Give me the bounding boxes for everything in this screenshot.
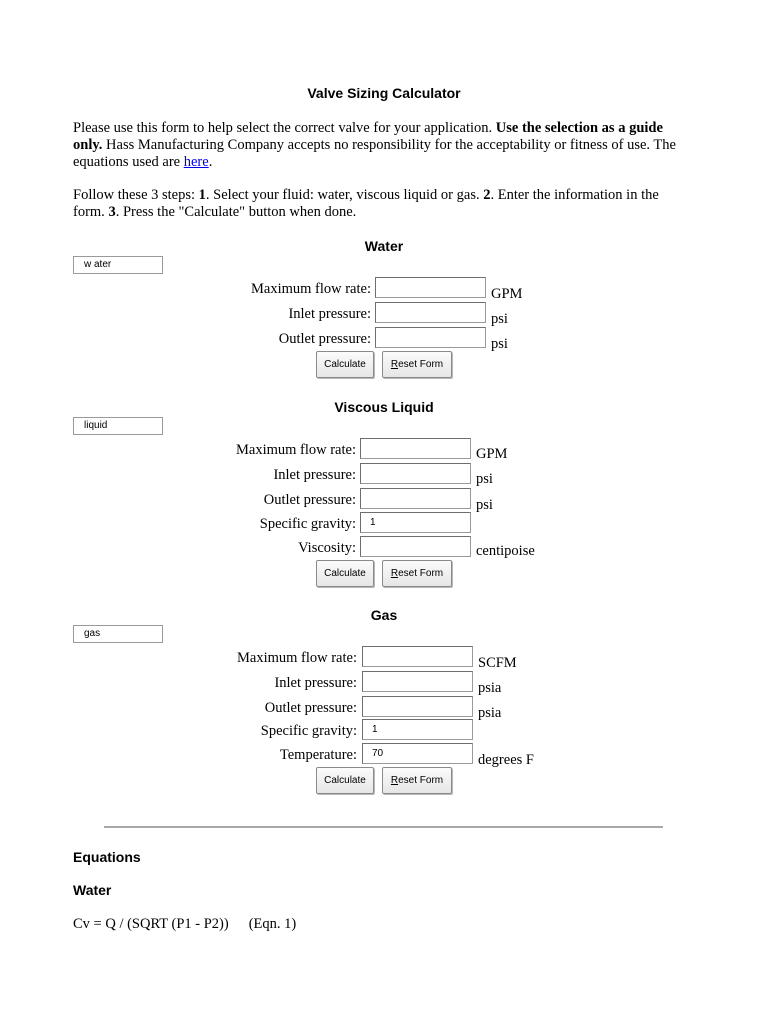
water-equation-number: (Eqn. 1) xyxy=(248,916,297,932)
water-flow-label: Maximum flow rate: xyxy=(250,281,371,297)
gas-inlet-unit: psia xyxy=(478,680,502,696)
water-outlet-label: Outlet pressure: xyxy=(278,331,371,347)
water-reset-button[interactable]: Reset Form xyxy=(382,351,452,378)
gas-outlet-unit: psia xyxy=(478,705,502,721)
liquid-viscosity-input[interactable] xyxy=(360,536,471,557)
water-inlet-input[interactable] xyxy=(375,302,486,323)
section-divider xyxy=(104,826,663,828)
liquid-inlet-input[interactable] xyxy=(360,463,471,484)
liquid-outlet-unit: psi xyxy=(476,497,493,513)
water-outlet-input[interactable] xyxy=(375,327,486,348)
liquid-fluid-selector[interactable]: liquid xyxy=(73,417,163,435)
gas-outlet-input[interactable] xyxy=(362,696,473,717)
intro-text: Please use this form to help select the correct valve for your application. xyxy=(73,120,496,136)
gas-flow-unit: SCFM xyxy=(478,655,517,671)
water-heading: Water xyxy=(364,238,404,254)
liquid-gravity-label: Specific gravity: xyxy=(259,516,356,532)
gas-temperature-unit: degrees F xyxy=(478,752,534,768)
liquid-flow-label: Maximum flow rate: xyxy=(235,442,356,458)
water-equation-text: Cv = Q / (SQRT (P1 - P2)) xyxy=(73,916,229,932)
liquid-calculate-button[interactable]: Calculate xyxy=(316,560,374,587)
liquid-gravity-input[interactable]: 1 xyxy=(360,512,471,533)
water-fluid-selector[interactable]: w ater xyxy=(73,256,163,274)
equations-heading: Equations xyxy=(73,849,141,865)
equations-link[interactable]: here xyxy=(183,154,209,170)
intro-text-2: Hass Manufacturing Company accepts no responsibility for the acceptability or fitness of use. The equations used are xyxy=(73,137,676,170)
page-title: Valve Sizing Calculator xyxy=(307,85,461,101)
gas-flow-input[interactable] xyxy=(362,646,473,667)
gas-calculate-button[interactable]: Calculate xyxy=(316,767,374,794)
liquid-viscosity-unit: centipoise xyxy=(476,543,535,559)
gas-temperature-input[interactable]: 70 xyxy=(362,743,473,764)
liquid-heading: Viscous Liquid xyxy=(334,399,434,415)
liquid-viscosity-label: Viscosity: xyxy=(298,540,356,556)
liquid-reset-button[interactable]: Reset Form xyxy=(382,560,452,587)
gas-reset-button[interactable]: Reset Form xyxy=(382,767,452,794)
equations-water-heading: Water xyxy=(73,882,112,898)
gas-flow-label: Maximum flow rate: xyxy=(236,650,357,666)
water-inlet-unit: psi xyxy=(491,311,508,327)
gas-inlet-input[interactable] xyxy=(362,671,473,692)
steps-paragraph: Follow these 3 steps: 1. Select your fluid: water, viscous liquid or gas. 2. Enter the information in the form. 3. Press the "Calculate" button when done. xyxy=(73,187,659,220)
gas-outlet-label: Outlet pressure: xyxy=(264,700,357,716)
intro-disclaimer: Use the selection as a guide only. xyxy=(73,120,663,153)
liquid-outlet-input[interactable] xyxy=(360,488,471,509)
gas-gravity-label: Specific gravity: xyxy=(260,723,357,739)
gas-inlet-label: Inlet pressure: xyxy=(274,675,357,691)
gas-gravity-input[interactable]: 1 xyxy=(362,719,473,740)
liquid-outlet-label: Outlet pressure: xyxy=(263,492,356,508)
gas-temperature-label: Temperature: xyxy=(279,747,357,763)
liquid-inlet-unit: psi xyxy=(476,471,493,487)
water-inlet-label: Inlet pressure: xyxy=(288,306,371,322)
water-outlet-unit: psi xyxy=(491,336,508,352)
water-flow-unit: GPM xyxy=(491,286,523,302)
liquid-flow-input[interactable] xyxy=(360,438,471,459)
water-flow-input[interactable] xyxy=(375,277,486,298)
liquid-inlet-label: Inlet pressure: xyxy=(273,467,356,483)
gas-heading: Gas xyxy=(370,607,398,623)
water-equation xyxy=(73,916,296,933)
intro-paragraph: Please use this form to help select the correct valve for your application. Use the selection as a guide only. Hass Manufacturing Company accepts no responsibility for the acceptability or fitness of use. The equations used are here. xyxy=(73,120,676,170)
gas-fluid-selector[interactable]: gas xyxy=(73,625,163,643)
liquid-flow-unit: GPM xyxy=(476,446,508,462)
water-calculate-button[interactable]: Calculate xyxy=(316,351,374,378)
